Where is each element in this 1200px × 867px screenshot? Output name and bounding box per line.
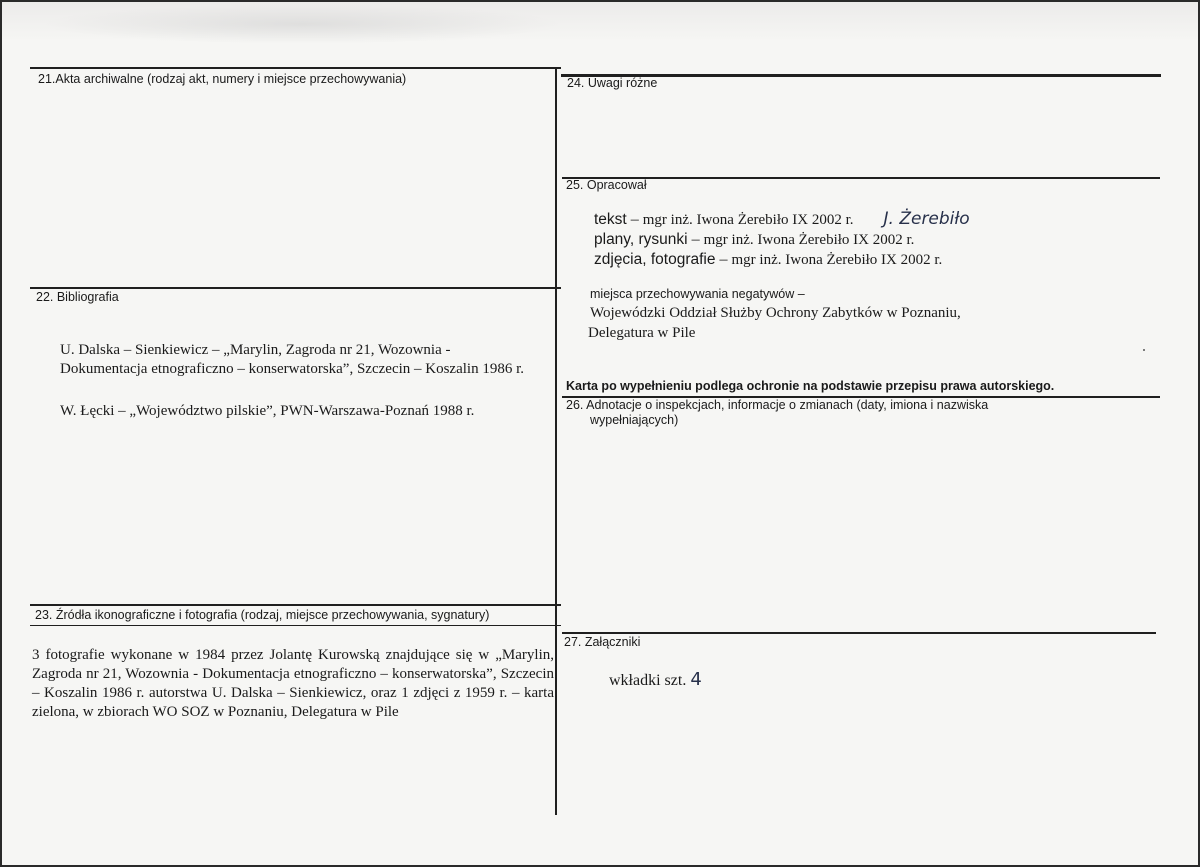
iconography-text: 3 fotografie wykonane w 1984 przez Jolantę Kurowską znajdujące się w „Marylin, Zagroda nr 21, Wozownia - Dokumentacja etnograficzno – konserwatorska”, Szczecin – Koszalin 1986 r. autorstwa U. Dalska – Sienkiewicz, oraz 1 zdjęci z 1959 r. – karta zielona, w zbiorach WO SOZ w Poznaniu, Delegatura w Pile <box>32 647 554 720</box>
rule-25-top <box>562 177 1160 179</box>
credit-value: mgr inż. Iwona Żerebiło IX 2002 r. <box>642 212 854 228</box>
credit-separator: – <box>630 211 639 228</box>
negatives-line-1: Wojewódzki Oddział Służby Ochrony Zabytków w Poznaniu, <box>590 305 961 321</box>
scan-speck <box>1143 349 1145 351</box>
credit-line-text <box>594 209 970 229</box>
credit-value: mgr inż. Iwona Żerebiło IX 2002 r. <box>703 232 915 248</box>
negatives-line-2: Delegatura w Pile <box>588 325 696 341</box>
credit-role: zdjęcia, fotografie <box>594 251 716 268</box>
attachments-count: 4 <box>690 669 702 690</box>
credit-separator: – <box>719 251 728 268</box>
scan-smudge <box>42 4 562 44</box>
author-signature: J. Żerebiło <box>883 209 970 229</box>
attachments-text: wkładki szt. <box>609 672 687 689</box>
rule-22-top <box>30 287 561 289</box>
section-23-label: 23. Źródła ikonograficzne i fotografia (rodzaj, miejsce przechowywania, sygnatury) <box>35 608 490 622</box>
credit-role: tekst <box>594 211 627 228</box>
credit-line-plans <box>594 231 914 249</box>
bibliography-entry-2: W. Łęcki – „Województwo pilskie”, PWN-Warszawa-Poznań 1988 r. <box>60 403 475 419</box>
rule-23-bottom <box>30 625 561 626</box>
rule-27-top <box>562 632 1156 634</box>
copyright-note: Karta po wypełnieniu podlega ochronie na podstawie przepisu prawa autorskiego. <box>566 379 1055 393</box>
credit-separator: – <box>691 231 700 248</box>
credit-line-photos <box>594 251 942 269</box>
section-21-label: 21.Akta archiwalne (rodzaj akt, numery i miejsce przechowywania) <box>38 72 407 86</box>
section-25-label: 25. Opracował <box>566 178 647 192</box>
bibliography-entry-1: U. Dalska – Sienkiewicz – „Marylin, Zagroda nr 21, Wozownia - Dokumentacja etnograficzno – konserwatorska”, Szczecin – Koszalin 1986 r. <box>60 342 525 377</box>
rule-23-top <box>30 604 561 606</box>
attachments-line <box>609 670 702 690</box>
rule-top-left <box>30 67 561 69</box>
section-24-label: 24. Uwagi różne <box>567 76 658 90</box>
vertical-divider <box>555 68 557 815</box>
credit-value: mgr inż. Iwona Żerebiło IX 2002 r. <box>731 252 943 268</box>
section-27-label: 27. Załączniki <box>564 635 641 649</box>
section-26-label-line2: wypełniających) <box>590 413 679 427</box>
section-22-label: 22. Bibliografia <box>36 290 119 304</box>
credit-role: plany, rysunki <box>594 231 688 248</box>
section-26-label-line1: 26. Adnotacje o inspekcjach, informacje o zmianach (daty, imiona i nazwiska <box>566 398 989 412</box>
negatives-label: miejsca przechowywania negatywów – <box>590 287 805 301</box>
